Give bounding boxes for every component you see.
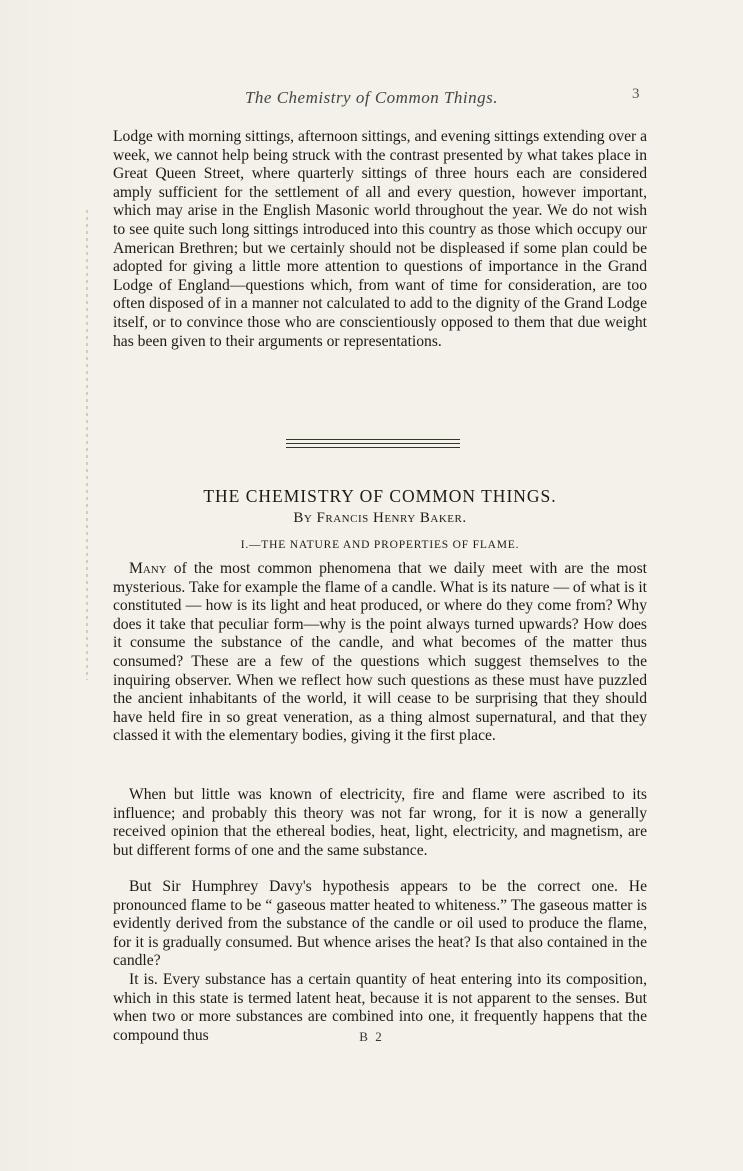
binding-gutter	[86, 210, 88, 680]
section-heading: I.—THE NATURE AND PROPERTIES OF FLAME.	[240, 539, 520, 551]
paragraph-text: of the most common phenomena that we daily meet with are the most mysterious. Take for example the flame of a candle. What is its nature — of what is it constituted — how is its light and heat produced, or where do they come from? Why does it take that peculiar form—why is the point always turned upwards? How does it consume the substance of the candle, and what becomes of the matter thus consumed? These are a few of the questions which suggest themselves to the inquiring observer. When we reflect how such questions as these must have puzzled the ancient inhabitants of the world, it will cease to be surprising that they should have held fire in so great veneration, as a thing almost supernatural, and that they classed it with the elementary bodies, giving it the first place.	[113, 560, 647, 745]
continuation-paragraph: Lodge with morning sittings, afternoon sittings, and evening sittings extending over a week, we cannot help being struck with the contrast presented by what takes place in Great Queen Street, where quarterly sittings of three hours each are considered amply sufficient for the settlement of all and every question, however important, which may arise in the English Masonic world throughout the year. We do not wish to see quite such long sittings introduced into this country as those which occupy our American Brethren; but we certainly should not be displeased if some plan could be adopted for giving a little more attention to questions of importance in the Grand Lodge of England—questions which, from want of time for consideration, are too often disposed of in a manner not calculated to add to the dignity of the Grand Lodge itself, or to convince those who are conscientiously opposed to them that due weight has been given to their arguments or representations.	[113, 128, 648, 350]
article-paragraph: When but little was known of electricity, fire and flame were ascribed to its influence; and probably this theory was not far wrong, for it is now a generally received opinion that the ethereal bodies, heat, light, electricity, and magnetism, are but different forms of one and the same substance.	[113, 786, 647, 859]
article-paragraph	[113, 560, 647, 746]
section-divider-rule	[286, 439, 460, 440]
article-title: THE CHEMISTRY OF COMMON THINGS.	[203, 486, 557, 506]
section-divider-rule	[286, 447, 460, 448]
article-paragraph: It is. Every substance has a certain quantity of heat entering into its composition, which in this state is termed latent heat, because it is not apparent to the senses. But when two or more substances are combined into one, it frequently happens that the compound thus	[113, 971, 647, 1044]
signature-mark: B 2	[359, 1029, 384, 1044]
page-number: 3	[632, 86, 640, 102]
drop-word: Many	[129, 560, 167, 577]
article-byline: By Francis Henry Baker.	[293, 510, 467, 526]
article-paragraph: But Sir Humphrey Davy's hypothesis appears to be the correct one. He pronounced flame to be “ gaseous matter heated to whiteness.” The gaseous matter is evidently derived from the substance of the candle or oil used to produce the flame, for it is gradually consumed. But whence arises the heat? Is that also contained in the candle?	[113, 878, 647, 970]
running-head: The Chemistry of Common Things.	[244, 88, 499, 107]
page-edge	[0, 0, 88, 1171]
section-divider-rule	[286, 443, 460, 444]
